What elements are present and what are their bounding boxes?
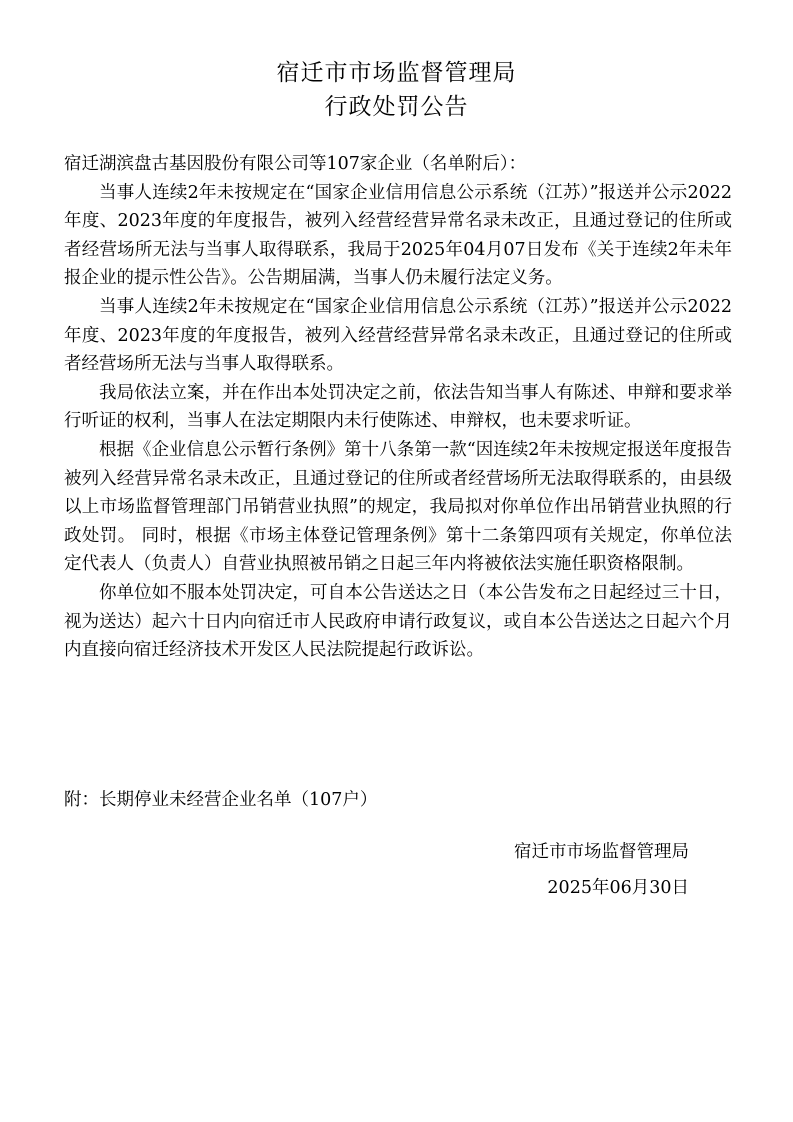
signature-organization: 宿迁市市场监督管理局: [514, 842, 689, 862]
body-paragraph: 你单位如不服本处罚决定，可自本公告送达之日（本公告发布之日起经过三十日，视为送达）起六十日内向宿迁市人民政府申请行政复议，或自本公告送达之日起六个月内直接向宿迁经济技术开发区人民法院提起行政诉讼。: [64, 582, 732, 661]
document-body: [64, 150, 732, 665]
document-title-notice: 行政处罚公告: [324, 94, 469, 120]
attachment-note: 附：长期停业未经营企业名单（107户）: [64, 790, 378, 810]
signature-date: 2025年06月30日: [547, 878, 689, 898]
addressee-line: 宿迁湖滨盘古基因股份有限公司等107家企业（名单附后）：: [64, 154, 527, 174]
body-paragraph: 根据《企业信息公示暂行条例》第十八条第一款“因连续2年未按规定报送年度报告被列入经营异常名录未改正，且通过登记的住所或者经营场所无法取得联系的，由县级以上市场监督管理部门吊销营业执照”的规定，我局拟对你单位作出吊销营业执照的行政处罚。 同时，根据《市场主体登记管理条例》第十二条第四项有关规定，你单位法定代表人（负责人）自营业执照被吊销之日起三年内将被依法实施任职资格限制。: [64, 439, 732, 575]
body-paragraph: 当事人连续2年未按规定在“国家企业信用信息公示系统（江苏）”报送并公示2022年度、2023年度的年度报告，被列入经营经营异常名录未改正，且通过登记的住所或者经营场所无法与当事人取得联系。: [64, 296, 732, 375]
document-title-authority: 宿迁市市场监督管理局: [276, 60, 517, 86]
body-paragraph: 我局依法立案，并在作出本处罚决定之前，依法告知当事人有陈述、申辩和要求举行听证的权利，当事人在法定期限内未行使陈述、申辩权，也未要求听证。: [64, 382, 732, 432]
body-paragraph: 当事人连续2年未按规定在“国家企业信用信息公示系统（江苏）”报送并公示2022年度、2023年度的年度报告，被列入经营经营异常名录未改正，且通过登记的住所或者经营场所无法与当事人取得联系，我局于2025年04月07日发布《关于连续2年未年报企业的提示性公告》。公告期届满，当事人仍未履行法定义务。: [64, 182, 732, 289]
